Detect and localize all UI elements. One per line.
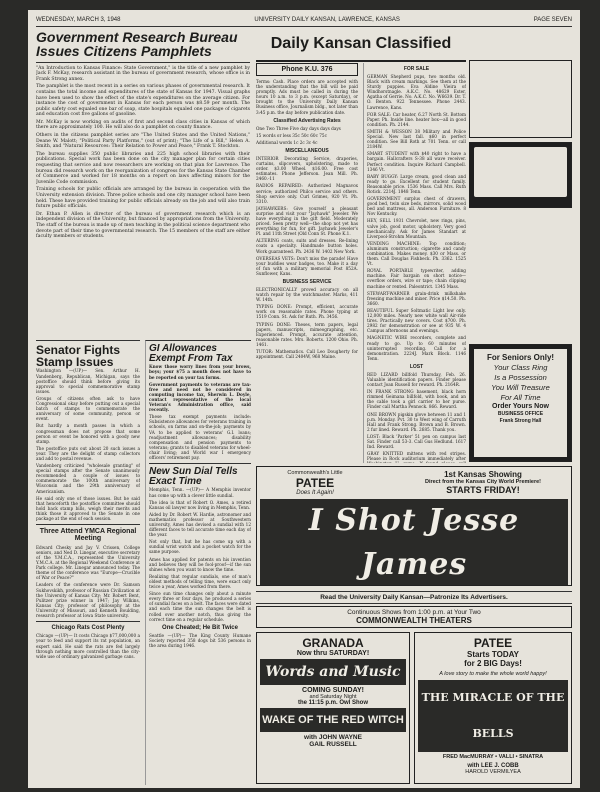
classified-item: GRAY KNITTED mittens with red stripes. Please in Rock auditorium immediately after [367,451,466,462]
government-headline: Government Research Bureau Issues Citizens Pamphlets [36,30,238,60]
ymca-p1: Leaders of the conference were Dr. Samson Sukhovskikh, professor of Russian Civilization at the University of Kansas City; Mr. Robert Bent, Pulitzer prize winner in 1947; Jay Wilkins, Kansas City; professor of philosophy at the University of Missouri, and Kenneth Boulding, research professor at Iowa State university. [36,582,140,618]
classified-item: INTERIOR Decorating Service, draperies, curtains, slipcovers, upholstering, made to order. $3.00 Wheel. $16.00. Free cost estimates. Phone Jefferson. Jean Mill. Ph. 2460.-11 [256,155,358,182]
seniors-building: Frank Strong Hall [499,418,542,424]
government-body [36,66,250,242]
classified-item: LOST: Black 'Parker' 51 pen on campus last Sat. Finder call 53-3. Call Gus Hedlund. 1617 Ind. Reward. [367,433,466,450]
patee-right [398,470,568,496]
continuous-shows-banner [256,606,572,628]
granada-film: Words and Music [260,659,406,685]
sun-p1: The idea is that of Robert O. Ames, a retired Kansas oil lawyer now living in Memphis, Tenn. [149,499,251,510]
patee-left [260,470,370,496]
classified-item: ONE BROWN pigskin glove between 11 and 1 p.m. Monday. Pvt. 30 to West wing of Carruth Hall and Frank Strong. Brown and B. Brown. 2 fur lined. Reward. Ph. 2685. Thank you. [367,411,466,432]
classifieds-intro: Terms: Cash. Place orders are accepted with the understanding that the bill will be paid promptly. Ads must be called in during the hours 10 a.m. to 3 p.m. (except Saturday), or brought to the University Daily Kansan Business office, Journalism bldg., not later than 3:45 p.m. the day before publication date. [256,79,358,115]
classified-section-2: FOR SALE [403,66,430,72]
classified-item: BABY BUGGY: Large cream, good clean and ready to go. Excellent for student family. Reasonable price. 1536 Mass. Call Mrs. Ruth Rotick. 2214J. 1848 Tenn. [367,173,466,194]
government-story [36,30,250,335]
granada-late: and Saturday Night [309,694,357,700]
patee-jesse-james-ad [256,466,572,586]
patee-banner-left: Commonwealth's Little [287,470,343,476]
patee2-starts: Starts TODAY [466,650,520,659]
patee-miracle-ad [414,632,572,784]
granada-owl: the 11:15 p.m. Owl Show [297,700,369,706]
classified-item: ROYAL PORTABLE typewriter, adding machine. Fair bargain on short notice—overflow orders, wire or tape; chain clipping machine or rented. Paleontrict. 1345 Mass. [367,268,466,289]
splendid-box [469,60,572,138]
rates-row-1: 15 words or less 35c 50c 60c 75c [256,132,327,138]
ymca-headline: Three Attend YMCA Regional Meeting [39,528,137,543]
cheated-headline: One Cheated; He Bit Twice [162,624,238,631]
classifieds-phone: Phone K.U. 376 [256,63,358,76]
patee-top-row [260,470,568,496]
seniors-ring-ad [469,344,572,462]
seniors-line-0: Your Class Ring [493,363,548,372]
gi-p0: Know those worry lines from your brows, boys; your $75 a month does not have to be reported on your tax forms. [149,364,251,380]
patee2-with: with LEE J. COBB [467,763,519,769]
classified-item: RED LIZARD billfold Thursday, Feb. 26. Valuable identification papers. Finder please contact Joan Russell for reward. Ph. 2164R. [367,371,466,388]
sen-p3: The postoffice puts out about 20 such issues a year. They are the delight of stamp collectors and add to postal revenue. [36,445,140,461]
patee2-with2: HAROLD VERMILYEA [465,769,521,775]
seniors-line-2: You Will Treasure [491,383,550,392]
rates-row-2: Additional words 1c 2c 3c 4c [256,139,318,145]
seniors-inner [474,349,567,457]
rates-heading: Classified Advertising Rates [273,117,341,124]
classifieds-col-2 [363,63,466,463]
sun-p2: Aided by Dr. Robert W. Hardie, astronomer and mathematics professor at Southwestern university, Ames has devised a sundial with 12 different faces to tell accurate time each day of the year. [149,511,251,538]
ymca-p0: Edward Chesky and Jay V. Crissen, College seniors, and Ned D. Linegar, executive secretary of the Y.M.C.A., represented the University Y.M.C.A. at the Regional Weekend Conference at Park college. Mr. Linegar announced today. The theme of the conference was "Europe—Crucible of War or Peace?" [36,544,140,581]
classified-item: TYPING DONE: Prompt, efficient, accurate work on reasonable rates. Phone typing at 1519 Conn. St. Ask for Ruth. Ph. 3456. [256,304,358,320]
sen-p2: But hardly a month passes in which a congressman does not propose that some person or event be honored with a goody new stamp. [36,423,140,444]
classified-item: BEAUTIFUL Super Soltmatic Light low only. 12,000 miles. Nearly new white wall Air-ride tires. Practically new covers. Cost $700. Ph. 2982 for demonstration or see at 935 W. 4 Campus afternoons and evenings. [367,307,466,334]
granada-cast: with JOHN WAYNE [304,734,362,741]
read-kansan-line: Read the University Daily Kansan—Patronize Its Advertisers. [256,591,572,604]
header-date: WEDNESDAY, MARCH 3, 1948 [36,17,121,23]
classified-item: MAGNETIC WIRE recorders, complete and ready to go. Up to 60 minutes of uninterrupted recording. Call for a demonstration. 2224J. Mark Block. 1146 Tenn. [367,335,466,361]
granada-film2: WAKE OF THE RED WITCH [260,708,406,732]
gov-p5: Training schools for public officials are arranged by the bureau in cooperation with the University extension division. Three police schools and one city manager school have been held. These have provided training for public officials already on the job and will also train future public officials. [36,187,250,210]
classified-item: OVERSEAS VETS: Don't miss the parade! Have your buddies wear badges, too. Make it a day of fun with a military memorial Post 852A. Sunflower, Kans. [256,255,358,276]
gov-p2: Mr. McKay is now working on audits of first and second class cities in Kansas of which there are approximately 100. He will also do a pamphlet on county finance. [36,119,250,131]
forgot-inner [474,147,567,197]
classified-item: SMITH & WESSON 38 Military and Police Special. New last fall. $60 in perfect condition. See Bill Roth at 701 Tenn. or call 2184W. [367,128,466,150]
sen-p0: Washington —(UP)— Sen. Arthur H. Vandenberg, Republican, Michigan, says the postoffice should think before giving its approval to special commemorative stamp issues. [36,368,140,394]
classifieds-masthead [256,30,466,62]
sen-p1: Groups of citizens often ask to have Congressional okay before putting out a special batch of stamps to commemorate the anniversary of some community, person or event. [36,395,140,422]
seniors-line-1: Is a Possession [494,373,547,382]
gov-p3: Others in the citizens pamphlet series are "The United States and the United Nations," Deane W. Malott; "Political Party Platforms," (out of print); "The Life of a Bill," Helen A. Smith, and "Natural Resources: Their Relation to Power and Peace," Frank T. Stockton. [36,133,250,150]
classifieds-col-1 [256,63,358,463]
classified-section-1: BUSINESS SERVICE [282,279,332,285]
header-page: PAGE SEVEN [533,17,572,23]
classified-item: TYPING DONE: Theses, term papers, legal papers, manuscripts, mimeographing, etc. Experienced. Prompt, accurate attention, reasonable rates. Mrs. Roberts. 1200 Ohio. Ph. 1461. [256,321,358,347]
classified-item: STEWART-WARNER grain-drink milkshake freezing machine and mixer. Price $14.50. Ph. 3660. [367,290,466,306]
gi-column [145,340,251,785]
patee-does-it: Does It Again! [296,490,334,496]
classified-item: ALTERING coats, suits and dresses. Re-lining coats a specialty. Handmade button holes. Work guaranteed. Ph. 2436 W. 1402 New York. [256,238,358,254]
sun-p3: Not only that, but he has come up with a sundial wrist watch and a pocket watch for the same purpose. [149,539,251,555]
gov-p6: Dr. Ethan P. Allen is director of the bureau of government research which is an independent division of the University, but financed by appropriations from the University. The staff of the bureau is made up of men teaching in the political science department who devote part of their time to governmental research. The 15 members of the staff are either faculty members or students. [36,211,250,240]
seniors-line-3: For All Time [500,393,541,402]
classified-section-0: MISCELLANEOUS [285,147,329,154]
patee-direct: Direct from the Kansas City World Premiere! [424,479,542,485]
classified-item: JAYHAWKERS: Give yourself a pleasant surprise and visit your "Jayhawk" Jeweler. We have everything in the gift field. Moderately priced. Seen pretty well—the shop not yet has everything for fun, for gift. Jayhawk Jeweler's Pl. and 11th Street (Old Conn St. Phone K.1. [256,205,358,237]
chicago-p0: Chicago —(UP)— It costs Chicago $77,000,000 a year to feed and support its rat population, an expert said. He said the rats are fed largely through nothing more controlled than the city-wide use of ordinary galvanized garbage cans. [36,633,140,659]
newspaper-page [28,10,580,788]
classified-item: ELECTRONICALLY proved accuracy on all watch repair by the watchmaster. Marks, 411 W. 14th. [256,287,358,303]
gov-p0: "An Introduction to Kansas Finance: State Government," is the title of a new pamphlet by Jack F. McKay, research assistant in the bureau of government research, whose office is in Frank Strong annex. [36,65,250,82]
patee-name: PATEE [295,476,335,490]
patee-starts: STARTS FRIDAY! [446,485,520,495]
senator-column [36,340,140,788]
granada-coming: COMING SUNDAY! [302,687,364,694]
cheated-p0: Seattle —(UP)— The King County Humane Society reported 358 dogs bit 536 persons in the area during 1946. [149,632,251,649]
patee2-days: for 2 BIG Days! [464,659,522,668]
chicago-headline: Chicago Rats Cost Plenty [51,625,125,632]
header-paper: UNIVERSITY DAILY KANSAN, LAWRENCE, KANSAS [254,17,400,23]
sun-p0: Memphis, Tenn. —(UP)— A Memphis inventor has come up with a clever little sundial. [149,487,251,498]
classified-item: GOVERNMENT surplus chest of drawers, good bed, twin size beds, mirrors, solid wood bed and mattress, all. Anderson Furniture. 8 Nov Kentucky. [367,196,466,217]
patee2-love: A love story to make the whole world happy! [439,671,547,677]
sen-p4: Vandenberg criticized "wholesale granting" of special stamps after the Senate unanimously recommended a couple of issues to commemorate the 100th anniversary of Wisconsin and the 29th anniversary of Americanism. [36,463,140,494]
sun-p4: Ames has applied for patents on his invention and believes they will be fool-proof—if the sun shines when you want to know the time. [149,556,251,572]
seniors-title: For Seniors Only! [486,353,555,362]
patee-banner-right: 1st Kansas Showing [444,470,522,479]
sen-p5: He said only one of those issues. But he said that henceforth the postoffice committee should hold back stamp bills, weigh their merits and think those it approved to the Senate in one package at the end of each session. [36,495,140,521]
sundial-headline: New Sun Dial Tells Exact Time [149,466,238,488]
houston-story [469,216,572,342]
senator-headline: Senator Fights Stamp Issues [36,343,121,370]
seniors-office: BUSINESS OFFICE [497,411,544,417]
classified-section-3: LOST [409,363,424,370]
sun-p5: Realizing that regular sundials, one of man's oldest methods of telling time, were exact only twice a year, Ames worked from there. [149,573,251,590]
gi-p2: These tax exempt payments include: Subsistence allowances for veterans training in schools, on farms and on-the-job; payments by VA to be applied to veterans' G.I. loans; readjustment allowances; disability compensation and pension payments to veterans; grants to disabled veterans for wheel-chair living; and World war I emergency officers' retirement pay. [149,414,251,460]
classified-item: FOR SALE: Car heater, 6.27 North St. Bottom Paper. Ph. Inside line. heater box—all in good condition. Ph. 2144. [367,111,466,127]
gov-p4: The bureau supplies 350 public libraries and 225 high school libraries with their publications. Special work has been done on the city manager plan for certain cities requesting that service and now researchers are working on that plan for Lawrence. The bureau did research work on the reorganization of congress for the Kansas State Chamber of Commerce and worked for 18 months on a report on laws affecting minors for the Juvenile Code commission. [36,151,250,185]
gov-p1: The pamphlet is the most recent in a series on various phases of governmental research. It contains the total income and expenditures of the state of Kansas for 1947. Visual graphs have been used to show the effect of the state's expenditures on the average citizen. For instance the cost of government in Kansas for each person was $8.59 per month. The public safety cost equaled one bar of soap, state hospitals equaled one package of cigarets and education cost five gallons of gasoline. [36,84,250,118]
forgot-box [469,142,572,208]
right-column [469,24,572,236]
classified-item: IN FRANK STRONG basement, black horn rimmed Geimana billfold, with book, and an the cable took a girl carrier to her purse. Finder call Martha Pennock. 866. Reward. [367,389,466,410]
classified-item: SMART STUDENT with $40 right to have a bargain. Hallcrafters S-38 all wave receiver. Perfect condition. Inquire Richard Campbell. 1346 Vt. [367,151,466,172]
patee-film-title: I Shot Jesse James [260,499,568,586]
patee2-film: THE MIRACLE OF THE BELLS [418,680,568,752]
classifieds-title: Daily Kansan Classified [270,35,452,52]
classifieds-col2-sections [367,66,466,463]
granada-cast2: GAIL RUSSELL [309,741,357,748]
patee2-cast: FRED MacMURRAY • VALLI • SINATRA [442,754,544,760]
granada-ad [256,632,410,784]
continuous-name: COMMONWEALTH THEATERS [356,616,472,625]
classified-item: RADIOS REPAIRED: Authorized Magnavox service; authorized Philco service and others. Shop service only. Curl Grimes, 920 Vt. Ph. 3310. [256,183,358,204]
patee2-name: PATEE [473,636,513,650]
rates-note: One Two Three Five day days days days [256,125,341,131]
granada-name: GRANADA [302,636,364,650]
gi-headline: GI Allowances Exempt From Tax [149,343,233,365]
granada-now: Now thru SATURDAY! [296,650,370,657]
classified-item: HEY, SELL 1931 Chevrolet, new rings, pins, valve job, good motor, upholstery. Very good mechanically. Ask for James Standart at Liverpool-Strohm Mountain. [367,218,466,239]
sun-p6: Since sun time changes only about a minute every three or four days, he produced a series of sundial faces on a belt. The faces were dated and each time the sun changes the belt is rolled over another notch, thus giving the correct time on a regular schedule. [149,591,251,622]
classified-item: GERMAN Shepherd pups, two months old. Black with cream markings. See them at the Sturdy puppies. Eva Aldine Vieira of Windhorstnagle. A.K.C. No. 48629 Ester, Agatha of Gerrie. No. A.K.C. No. W6639. Dr. T. O. Benton. 922 Tennessee. Phone 2443. Lawrence, Kans. [367,74,466,110]
seniors-order: Order Yours Now [492,403,549,410]
classified-item: TUTOR: Mathematics. Call Leo Dougherty for appointment. Call 2404W, 968 Maine. [256,349,358,360]
continuous-line: Continuous Shows from 1:00 p.m. at Your Two [347,609,481,616]
classifieds-col1-sections [256,148,358,359]
gi-p1: Government payments to veterans are tax-free and need not be considered in computing income tax, Sherwin L. Doyle, contact representative of the local Veteran's Administration office, said recently. [149,381,251,413]
classified-item: VENDING MACHINE: Top condition; aluminum construction; cigarette and candy combination. Makes money. $30 or Mass. or them. Call Douglas Fishbeck. Ph. 3362. 1525 Vt. [367,240,466,267]
